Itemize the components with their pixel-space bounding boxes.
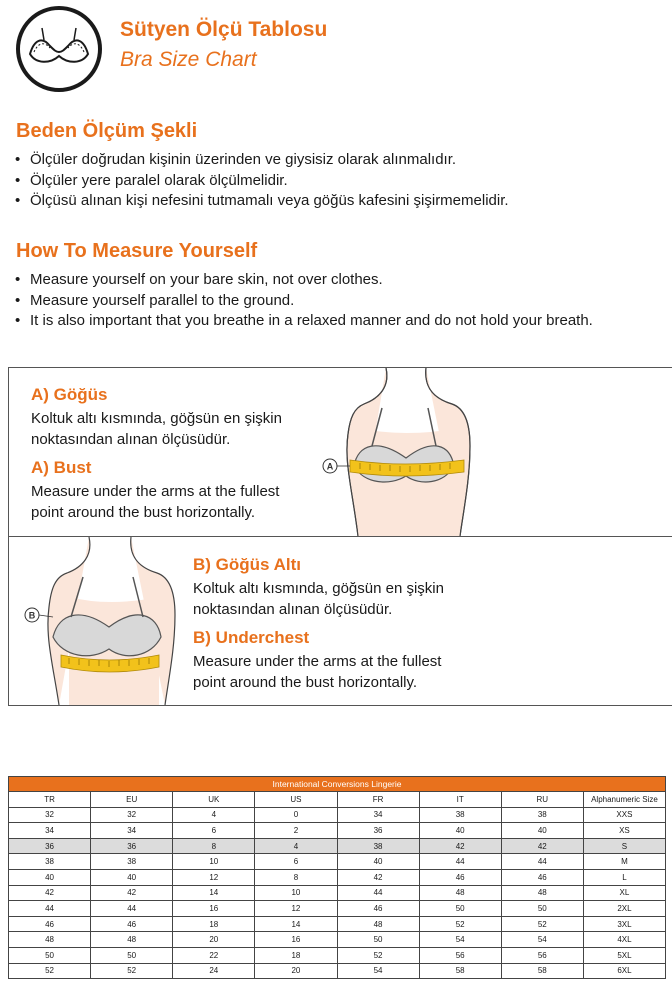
- table-cell: 44: [91, 901, 173, 917]
- list-item: • Measure yourself on your bare skin, not over clothes.: [12, 270, 593, 291]
- table-cell: 10: [255, 885, 337, 901]
- table-cell: 34: [337, 807, 419, 823]
- underchest-illustration: [9, 537, 179, 705]
- table-row: [9, 947, 666, 963]
- table-cell: 52: [337, 947, 419, 963]
- table-cell: 40: [91, 869, 173, 885]
- table-cell: 4: [255, 838, 337, 854]
- table-cell: 12: [255, 901, 337, 917]
- table-cell: 48: [419, 885, 501, 901]
- list-item: • It is also important that you breathe in a relaxed manner and do not hold your breath.: [12, 311, 593, 332]
- table-cell: 42: [419, 838, 501, 854]
- table-cell: 40: [501, 823, 583, 839]
- table-row: [9, 963, 666, 979]
- table-cell: 56: [501, 947, 583, 963]
- bust-illustration: [314, 368, 484, 536]
- table-cell: 20: [173, 932, 255, 948]
- table-cell: 36: [9, 838, 91, 854]
- page-title: Sütyen Ölçü Tablosu: [120, 18, 328, 41]
- table-cell: 50: [91, 947, 173, 963]
- table-cell: 14: [255, 916, 337, 932]
- table-cell: 50: [501, 901, 583, 917]
- table-cell: 36: [91, 838, 173, 854]
- underchest-text-en: Measure under the arms at the fullest point around the bust horizontally.: [193, 653, 442, 691]
- table-cell: 10: [173, 854, 255, 870]
- table-row: [9, 838, 666, 854]
- table-cell: 50: [337, 932, 419, 948]
- table-cell: 44: [501, 854, 583, 870]
- table-cell: 2XL: [583, 901, 665, 917]
- bust-text-tr: Koltuk altı kısmında, göğsün en şişkin noktasından alınan ölçüsüdür.: [31, 410, 282, 448]
- table-row: [9, 869, 666, 885]
- table-cell: 0: [255, 807, 337, 823]
- table-cell: M: [583, 854, 665, 870]
- table-cell: 48: [9, 932, 91, 948]
- table-header-cell: IT: [419, 792, 501, 808]
- table-cell: 34: [9, 823, 91, 839]
- bust-text-en: Measure under the arms at the fullest point around the bust horizontally.: [31, 483, 280, 521]
- table-cell: 2: [255, 823, 337, 839]
- table-cell: 24: [173, 963, 255, 979]
- table-cell: L: [583, 869, 665, 885]
- page-subtitle: Bra Size Chart: [120, 48, 257, 71]
- table-cell: 48: [337, 916, 419, 932]
- underchest-text-tr: Koltuk altı kısmında, göğsün en şişkin noktasından alınan ölçüsüdür.: [193, 580, 444, 618]
- table-cell: 46: [91, 916, 173, 932]
- underchest-heading-en: B) Underchest: [193, 628, 310, 647]
- marker-a: A: [326, 461, 334, 472]
- table-cell: 52: [419, 916, 501, 932]
- table-cell: 38: [91, 854, 173, 870]
- table-caption: International Conversions Lingerie: [9, 777, 666, 792]
- bust-heading-tr: A) Göğüs: [31, 385, 108, 404]
- table-cell: 22: [173, 947, 255, 963]
- table-header-cell: TR: [9, 792, 91, 808]
- table-cell: 40: [419, 823, 501, 839]
- table-cell: S: [583, 838, 665, 854]
- table-cell: 52: [501, 916, 583, 932]
- list-item: • Measure yourself parallel to the ground.: [12, 291, 593, 312]
- table-row: [9, 854, 666, 870]
- table-cell: 42: [337, 869, 419, 885]
- table-cell: 46: [419, 869, 501, 885]
- bust-measure-panel: [8, 367, 672, 537]
- table-cell: 38: [337, 838, 419, 854]
- table-row: [9, 901, 666, 917]
- table-header-cell: RU: [501, 792, 583, 808]
- table-row: [9, 823, 666, 839]
- table-cell: 34: [91, 823, 173, 839]
- table-cell: 58: [501, 963, 583, 979]
- table-cell: 16: [173, 901, 255, 917]
- table-cell: 54: [419, 932, 501, 948]
- table-cell: 44: [337, 885, 419, 901]
- section-heading-en: How To Measure Yourself: [16, 240, 258, 262]
- table-cell: 54: [501, 932, 583, 948]
- table-cell: 46: [501, 869, 583, 885]
- list-item: • Ölçüsü alınan kişi nefesini tutmamalı veya göğüs kafesini şişirmemelidir.: [12, 191, 509, 212]
- bra-icon: [16, 6, 102, 92]
- table-cell: 48: [91, 932, 173, 948]
- table-cell: 6XL: [583, 963, 665, 979]
- table-cell: 44: [9, 901, 91, 917]
- table-cell: 32: [9, 807, 91, 823]
- table-cell: 12: [173, 869, 255, 885]
- table-cell: 6: [173, 823, 255, 839]
- table-cell: 52: [9, 963, 91, 979]
- table-cell: 44: [419, 854, 501, 870]
- instructions-list-tr: [12, 150, 509, 212]
- section-heading-tr: Beden Ölçüm Şekli: [16, 120, 198, 142]
- table-cell: 38: [9, 854, 91, 870]
- table-cell: 8: [173, 838, 255, 854]
- marker-b: B: [28, 610, 36, 621]
- table-cell: 14: [173, 885, 255, 901]
- table-cell: XXS: [583, 807, 665, 823]
- table-header-cell: FR: [337, 792, 419, 808]
- underchest-measure-panel: [8, 536, 672, 706]
- bust-heading-en: A) Bust: [31, 458, 92, 477]
- table-cell: 36: [337, 823, 419, 839]
- table-cell: 8: [255, 869, 337, 885]
- table-cell: 48: [501, 885, 583, 901]
- instructions-list-en: [12, 270, 593, 332]
- list-item: • Ölçüler doğrudan kişinin üzerinden ve giysisiz olarak alınmalıdır.: [12, 150, 509, 171]
- table-cell: 42: [91, 885, 173, 901]
- table-cell: 6: [255, 854, 337, 870]
- table-header-row: [9, 792, 666, 808]
- size-conversion-table: [8, 776, 666, 979]
- table-header-cell: EU: [91, 792, 173, 808]
- table-cell: 50: [419, 901, 501, 917]
- list-item: • Ölçüler yere paralel olarak ölçülmelidir.: [12, 171, 509, 192]
- table-cell: 18: [173, 916, 255, 932]
- table-cell: 50: [9, 947, 91, 963]
- table-cell: 38: [501, 807, 583, 823]
- table-cell: 4XL: [583, 932, 665, 948]
- table-cell: XS: [583, 823, 665, 839]
- table-cell: 40: [337, 854, 419, 870]
- table-cell: 38: [419, 807, 501, 823]
- table-cell: 18: [255, 947, 337, 963]
- table-cell: 46: [337, 901, 419, 917]
- table-cell: 46: [9, 916, 91, 932]
- table-row: [9, 807, 666, 823]
- table-cell: 56: [419, 947, 501, 963]
- table-cell: 3XL: [583, 916, 665, 932]
- underchest-heading-tr: B) Göğüs Altı: [193, 555, 301, 574]
- table-row: [9, 916, 666, 932]
- table-row: [9, 885, 666, 901]
- table-header-cell: US: [255, 792, 337, 808]
- table-row: [9, 932, 666, 948]
- table-cell: XL: [583, 885, 665, 901]
- table-header-cell: UK: [173, 792, 255, 808]
- table-cell: 20: [255, 963, 337, 979]
- table-cell: 40: [9, 869, 91, 885]
- table-cell: 42: [9, 885, 91, 901]
- table-cell: 16: [255, 932, 337, 948]
- table-cell: 5XL: [583, 947, 665, 963]
- table-cell: 42: [501, 838, 583, 854]
- table-cell: 58: [419, 963, 501, 979]
- table-cell: 52: [91, 963, 173, 979]
- table-header-cell: Alphanumeric Size: [583, 792, 665, 808]
- table-cell: 4: [173, 807, 255, 823]
- table-cell: 54: [337, 963, 419, 979]
- table-cell: 32: [91, 807, 173, 823]
